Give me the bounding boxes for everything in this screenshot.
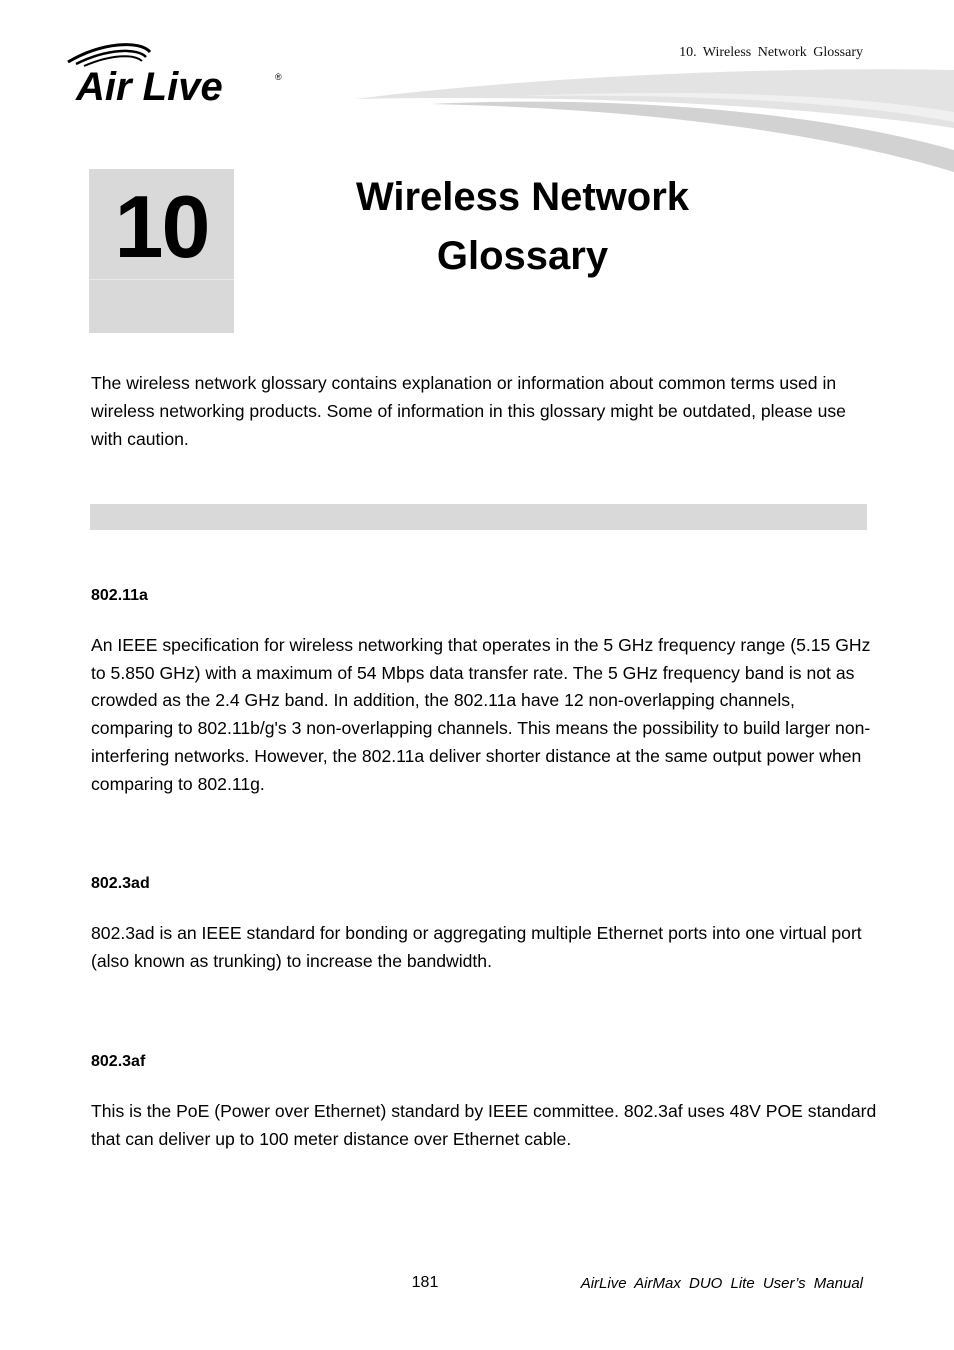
glossary-term: 802.11a (91, 587, 148, 604)
chapter-title-line-1: Wireless Network (355, 175, 690, 219)
chapter-title-line-2: Glossary (436, 234, 609, 278)
chapter-box-divider (89, 279, 234, 280)
running-header: 10. Wireless Network Glossary (679, 45, 863, 60)
svg-text:®: ® (275, 72, 282, 82)
logo-graphic (62, 40, 292, 106)
glossary-definition: An IEEE specification for wireless networking that operates in the 5 GHz frequency range (5.15 GHz to 5.850 GHz) with a maximum of 54 Mbps data transfer rate. The 5 GHz frequency band is not as crowded as the 2.4 GHz band. In addition, the 802.11a have 12 non-overlapping channels, comparing to 802.11b/g's 3 non-overlapping channels. This means the possibility to build larger non-interfering networks. However, the 802.11a deliver shorter distance at the same output power when comparing to 802.11g. (91, 635, 871, 794)
airlive-logo (62, 40, 292, 106)
chapter-number-box (89, 169, 234, 333)
glossary-definition: This is the PoE (Power over Ethernet) standard by IEEE committee. 802.3af uses 48V POE standard that can deliver up to 100 meter distance over Ethernet cable. (91, 1101, 877, 1149)
glossary-definition: 802.3ad is an IEEE standard for bonding or aggregating multiple Ethernet ports into one virtual port (also known as trunking) to increase the bandwidth. (91, 923, 862, 971)
intro-paragraph: The wireless network glossary contains explanation or information about common terms used in wireless networking products. Some of information in this glossary might be outdated, please use with caution. (91, 373, 846, 449)
chapter-title (300, 168, 745, 286)
footer-manual-title: AirLive AirMax DUO Lite User’s Manual (580, 1275, 863, 1292)
glossary-term: 802.3af (91, 1053, 146, 1070)
glossary-term: 802.3ad (91, 875, 150, 892)
chapter-number: 10 (114, 177, 209, 276)
svg-text:Air Live: Air Live (76, 65, 223, 106)
page-number: 181 (411, 1274, 439, 1291)
section-divider-bar (90, 504, 867, 530)
